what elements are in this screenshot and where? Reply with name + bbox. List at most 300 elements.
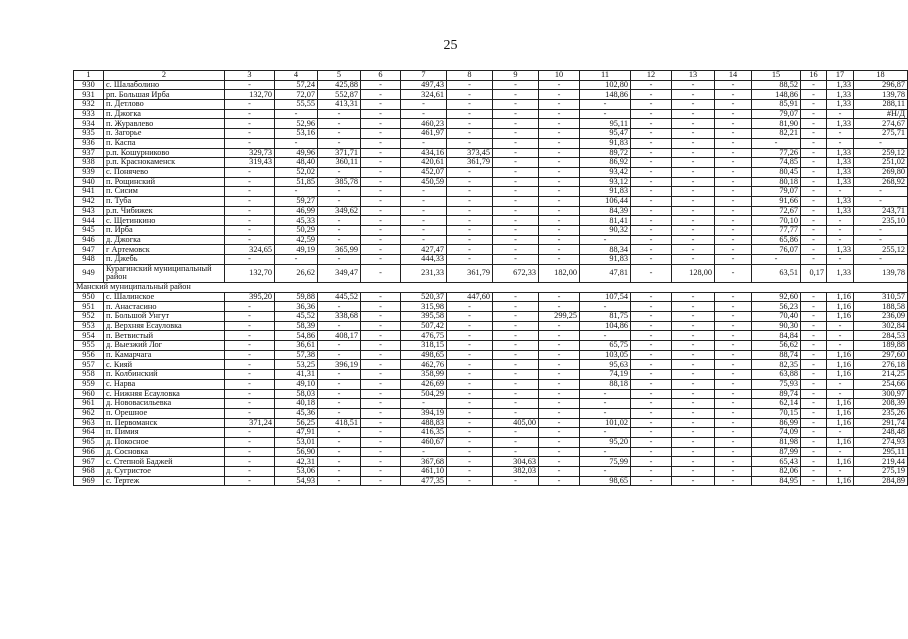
value-cell: -: [493, 255, 539, 265]
row-number-cell: 962: [74, 408, 104, 418]
value-cell: -: [447, 341, 493, 351]
value-cell: 139,78: [854, 264, 908, 282]
value-cell: 319,43: [225, 158, 275, 168]
value-cell: 46,99: [275, 206, 318, 216]
value-cell: -: [631, 255, 672, 265]
value-cell: -: [225, 457, 275, 467]
row-number-cell: 951: [74, 302, 104, 312]
value-cell: 1,33: [827, 119, 854, 129]
value-cell: 255,12: [854, 245, 908, 255]
value-cell: -: [447, 428, 493, 438]
value-cell: -: [715, 321, 752, 331]
value-cell: -: [447, 80, 493, 90]
value-cell: 1,16: [827, 360, 854, 370]
locality-name-cell: п. Анастасино: [104, 302, 225, 312]
row-number-cell: 938: [74, 158, 104, 168]
value-cell: -: [447, 216, 493, 226]
value-cell: 36,36: [275, 302, 318, 312]
value-cell: 395,20: [225, 292, 275, 302]
value-cell: -: [493, 90, 539, 100]
value-cell: -: [672, 379, 715, 389]
value-cell: 444,33: [401, 255, 447, 265]
value-cell: -: [225, 206, 275, 216]
value-cell: -: [715, 148, 752, 158]
value-cell: 74,85: [752, 158, 801, 168]
value-cell: -: [539, 109, 580, 119]
value-cell: 79,07: [752, 109, 801, 119]
value-cell: -: [493, 129, 539, 139]
value-cell: -: [801, 245, 827, 255]
value-cell: -: [539, 360, 580, 370]
row-number-cell: 933: [74, 109, 104, 119]
value-cell: -: [225, 312, 275, 322]
value-cell: -: [493, 341, 539, 351]
value-cell: 4: [275, 71, 318, 81]
value-cell: 70,15: [752, 408, 801, 418]
table-row: [74, 331, 908, 341]
value-cell: -: [672, 360, 715, 370]
value-cell: 274,67: [854, 119, 908, 129]
locality-name-cell: п. Сисим: [104, 187, 225, 197]
value-cell: -: [447, 167, 493, 177]
value-cell: 382,03: [493, 467, 539, 477]
value-cell: -: [539, 216, 580, 226]
value-cell: 65,43: [752, 457, 801, 467]
value-cell: -: [801, 167, 827, 177]
value-cell: 235,26: [854, 408, 908, 418]
value-cell: -: [493, 196, 539, 206]
value-cell: -: [539, 408, 580, 418]
value-cell: -: [447, 457, 493, 467]
value-cell: -: [631, 418, 672, 428]
row-number-cell: 1: [74, 71, 104, 81]
value-cell: -: [318, 196, 361, 206]
table-row: [74, 321, 908, 331]
value-cell: 47,91: [275, 428, 318, 438]
value-cell: 85,91: [752, 100, 801, 110]
value-cell: -: [801, 119, 827, 129]
value-cell: -: [631, 245, 672, 255]
value-cell: -: [801, 447, 827, 457]
value-cell: -: [539, 418, 580, 428]
value-cell: -: [631, 158, 672, 168]
value-cell: 139,78: [854, 90, 908, 100]
value-cell: -: [672, 408, 715, 418]
value-cell: -: [225, 119, 275, 129]
value-cell: 45,33: [275, 216, 318, 226]
value-cell: -: [801, 312, 827, 322]
value-cell: -: [318, 476, 361, 486]
value-cell: -: [631, 100, 672, 110]
value-cell: -: [493, 100, 539, 110]
value-cell: -: [539, 167, 580, 177]
value-cell: 74,09: [752, 428, 801, 438]
row-number-cell: 937: [74, 148, 104, 158]
value-cell: -: [361, 148, 401, 158]
table-row: [74, 119, 908, 129]
value-cell: 284,89: [854, 476, 908, 486]
locality-name-cell: с. Степной Баджей: [104, 457, 225, 467]
value-cell: -: [672, 187, 715, 197]
value-cell: -: [361, 109, 401, 119]
table-row: [74, 187, 908, 197]
value-cell: -: [539, 129, 580, 139]
value-cell: -: [631, 389, 672, 399]
value-cell: -: [801, 90, 827, 100]
value-cell: -: [801, 321, 827, 331]
value-cell: -: [672, 90, 715, 100]
value-cell: 1,33: [827, 196, 854, 206]
row-number-cell: 956: [74, 350, 104, 360]
value-cell: 132,70: [225, 90, 275, 100]
value-cell: -: [275, 109, 318, 119]
value-cell: 302,84: [854, 321, 908, 331]
value-cell: -: [447, 399, 493, 409]
value-cell: -: [631, 341, 672, 351]
value-cell: -: [672, 457, 715, 467]
value-cell: 42,31: [275, 457, 318, 467]
value-cell: 450,59: [401, 177, 447, 187]
value-cell: 81,98: [752, 437, 801, 447]
value-cell: 13: [672, 71, 715, 81]
value-cell: -: [631, 302, 672, 312]
value-cell: -: [672, 467, 715, 477]
value-cell: 106,44: [580, 196, 631, 206]
row-number-cell: 946: [74, 235, 104, 245]
table-row: [74, 109, 908, 119]
value-cell: 318,15: [401, 341, 447, 351]
locality-name-cell: п. Каспа: [104, 138, 225, 148]
value-cell: -: [715, 467, 752, 477]
value-cell: 41,31: [275, 370, 318, 380]
value-cell: -: [631, 138, 672, 148]
value-cell: 461,10: [401, 467, 447, 477]
value-cell: -: [715, 399, 752, 409]
value-cell: -: [631, 167, 672, 177]
value-cell: -: [854, 255, 908, 265]
row-number-cell: 943: [74, 206, 104, 216]
value-cell: 425,88: [318, 80, 361, 90]
value-cell: -: [361, 418, 401, 428]
value-cell: -: [715, 206, 752, 216]
value-cell: -: [539, 206, 580, 216]
value-cell: 75,99: [580, 457, 631, 467]
value-cell: -: [318, 302, 361, 312]
value-cell: 40,18: [275, 399, 318, 409]
value-cell: -: [361, 226, 401, 236]
row-number-cell: 957: [74, 360, 104, 370]
value-cell: -: [225, 235, 275, 245]
locality-name-cell: д. Верхняя Есауловка: [104, 321, 225, 331]
value-cell: -: [631, 264, 672, 282]
value-cell: 385,78: [318, 177, 361, 187]
value-cell: -: [854, 138, 908, 148]
value-cell: 93,12: [580, 177, 631, 187]
value-cell: -: [361, 167, 401, 177]
value-cell: -: [715, 158, 752, 168]
value-cell: -: [539, 226, 580, 236]
value-cell: -: [715, 476, 752, 486]
value-cell: 477,35: [401, 476, 447, 486]
value-cell: -: [493, 235, 539, 245]
value-cell: 6: [361, 71, 401, 81]
locality-name-cell: рп. Большая Ирба: [104, 90, 225, 100]
value-cell: -: [361, 100, 401, 110]
value-cell: -: [580, 302, 631, 312]
value-cell: 476,75: [401, 331, 447, 341]
value-cell: -: [447, 302, 493, 312]
value-cell: #Н/Д: [854, 109, 908, 119]
value-cell: 426,69: [401, 379, 447, 389]
value-cell: 51,85: [275, 177, 318, 187]
value-cell: -: [225, 360, 275, 370]
value-cell: -: [580, 109, 631, 119]
value-cell: 1,33: [827, 245, 854, 255]
value-cell: -: [447, 379, 493, 389]
page-number: 25: [443, 38, 458, 53]
value-cell: 54,86: [275, 331, 318, 341]
value-cell: -: [539, 476, 580, 486]
value-cell: 70,10: [752, 216, 801, 226]
locality-name-cell: с. Тертеж: [104, 476, 225, 486]
table-row: [74, 100, 908, 110]
value-cell: -: [801, 408, 827, 418]
table-row: [74, 196, 908, 206]
value-cell: -: [672, 196, 715, 206]
locality-name-cell: с. Щетинкино: [104, 216, 225, 226]
locality-name-cell: р.п. Чибижек: [104, 206, 225, 216]
value-cell: 0,17: [801, 264, 827, 282]
row-number-cell: 941: [74, 187, 104, 197]
value-cell: -: [539, 447, 580, 457]
value-cell: 189,88: [854, 341, 908, 351]
value-cell: -: [318, 235, 361, 245]
value-cell: -: [631, 370, 672, 380]
value-cell: -: [580, 100, 631, 110]
value-cell: -: [672, 129, 715, 139]
value-cell: -: [361, 158, 401, 168]
value-cell: -: [631, 187, 672, 197]
section-title: Манский муниципальный район: [74, 282, 908, 292]
value-cell: 89,72: [580, 148, 631, 158]
row-number-cell: 949: [74, 264, 104, 282]
value-cell: -: [801, 399, 827, 409]
value-cell: -: [631, 312, 672, 322]
value-cell: -: [401, 216, 447, 226]
value-cell: -: [493, 138, 539, 148]
value-cell: -: [361, 292, 401, 302]
value-cell: 1,16: [827, 457, 854, 467]
table-row: [74, 370, 908, 380]
value-cell: -: [801, 216, 827, 226]
value-cell: -: [801, 379, 827, 389]
value-cell: -: [225, 341, 275, 351]
value-cell: 268,92: [854, 177, 908, 187]
locality-name-cell: п. Камарчага: [104, 350, 225, 360]
value-cell: -: [225, 216, 275, 226]
value-cell: -: [493, 119, 539, 129]
value-cell: 291,74: [854, 418, 908, 428]
value-cell: 82,21: [752, 129, 801, 139]
locality-name-cell: п. Орешное: [104, 408, 225, 418]
value-cell: -: [447, 312, 493, 322]
value-cell: -: [447, 206, 493, 216]
value-cell: -: [801, 109, 827, 119]
value-cell: -: [225, 177, 275, 187]
value-cell: 295,11: [854, 447, 908, 457]
value-cell: 62,14: [752, 399, 801, 409]
locality-name-cell: д. Сосновка: [104, 447, 225, 457]
row-number-cell: 958: [74, 370, 104, 380]
value-cell: -: [539, 370, 580, 380]
value-cell: -: [827, 379, 854, 389]
value-cell: -: [318, 129, 361, 139]
value-cell: -: [827, 235, 854, 245]
value-cell: -: [539, 428, 580, 438]
value-cell: -: [493, 312, 539, 322]
table-row: [74, 437, 908, 447]
value-cell: 394,19: [401, 408, 447, 418]
table-row: [74, 360, 908, 370]
row-number-cell: 969: [74, 476, 104, 486]
row-number-cell: 964: [74, 428, 104, 438]
value-cell: 81,75: [580, 312, 631, 322]
locality-name-cell: п. Ветвистый: [104, 331, 225, 341]
table-row: [74, 302, 908, 312]
value-cell: -: [361, 119, 401, 129]
value-cell: -: [672, 312, 715, 322]
table-row: [74, 418, 908, 428]
value-cell: 452,07: [401, 167, 447, 177]
value-cell: 462,76: [401, 360, 447, 370]
value-cell: -: [631, 109, 672, 119]
value-cell: 72,67: [752, 206, 801, 216]
value-cell: 53,06: [275, 467, 318, 477]
value-cell: -: [631, 90, 672, 100]
value-cell: 65,86: [752, 235, 801, 245]
value-cell: 338,68: [318, 312, 361, 322]
value-cell: -: [318, 138, 361, 148]
table-body: [74, 71, 908, 486]
value-cell: -: [539, 100, 580, 110]
row-number-cell: 950: [74, 292, 104, 302]
value-cell: 98,65: [580, 476, 631, 486]
value-cell: -: [580, 389, 631, 399]
locality-name-cell: п. Колбинский: [104, 370, 225, 380]
table-row: [74, 379, 908, 389]
value-cell: -: [580, 428, 631, 438]
value-cell: 1,33: [827, 264, 854, 282]
value-cell: 91,83: [580, 187, 631, 197]
value-cell: 1,16: [827, 370, 854, 380]
value-cell: 84,84: [752, 331, 801, 341]
row-number-cell: 959: [74, 379, 104, 389]
value-cell: 460,67: [401, 437, 447, 447]
value-cell: -: [801, 389, 827, 399]
value-cell: -: [715, 187, 752, 197]
value-cell: 367,68: [401, 457, 447, 467]
value-cell: -: [801, 80, 827, 90]
value-cell: -: [225, 467, 275, 477]
value-cell: -: [631, 399, 672, 409]
value-cell: 14: [715, 71, 752, 81]
value-cell: 59,27: [275, 196, 318, 206]
value-cell: -: [447, 467, 493, 477]
locality-name-cell: р.п. Кошурниково: [104, 148, 225, 158]
value-cell: -: [539, 255, 580, 265]
value-cell: 42,59: [275, 235, 318, 245]
value-cell: 288,11: [854, 100, 908, 110]
value-cell: -: [493, 408, 539, 418]
value-cell: -: [539, 467, 580, 477]
value-cell: -: [672, 350, 715, 360]
value-cell: 45,36: [275, 408, 318, 418]
value-cell: 88,18: [580, 379, 631, 389]
value-cell: -: [361, 399, 401, 409]
value-cell: 52,02: [275, 167, 318, 177]
value-cell: -: [225, 80, 275, 90]
value-cell: -: [493, 370, 539, 380]
value-cell: 1,16: [827, 350, 854, 360]
table-row: [74, 264, 908, 282]
value-cell: 17: [827, 71, 854, 81]
value-cell: -: [401, 196, 447, 206]
value-cell: -: [715, 226, 752, 236]
value-cell: -: [715, 167, 752, 177]
value-cell: 324,65: [225, 245, 275, 255]
table-row: [74, 206, 908, 216]
value-cell: -: [447, 90, 493, 100]
value-cell: -: [318, 109, 361, 119]
value-cell: -: [225, 302, 275, 312]
value-cell: -: [715, 457, 752, 467]
value-cell: -: [715, 389, 752, 399]
table-row: [74, 389, 908, 399]
table-row: [74, 467, 908, 477]
locality-name-cell: д. Покосное: [104, 437, 225, 447]
locality-name-cell: г Артемовск: [104, 245, 225, 255]
value-cell: -: [539, 379, 580, 389]
row-number-cell: 940: [74, 177, 104, 187]
value-cell: -: [827, 109, 854, 119]
value-cell: -: [801, 476, 827, 486]
value-cell: -: [493, 158, 539, 168]
value-cell: -: [225, 437, 275, 447]
table-row: [74, 341, 908, 351]
value-cell: -: [715, 235, 752, 245]
value-cell: -: [672, 167, 715, 177]
row-number-cell: 954: [74, 331, 104, 341]
value-cell: 9: [493, 71, 539, 81]
value-cell: -: [672, 100, 715, 110]
value-cell: -: [672, 255, 715, 265]
value-cell: -: [447, 196, 493, 206]
value-cell: 84,95: [752, 476, 801, 486]
value-cell: -: [539, 437, 580, 447]
value-cell: 56,25: [275, 418, 318, 428]
value-cell: -: [493, 109, 539, 119]
value-cell: 3: [225, 71, 275, 81]
locality-name-cell: д. Сугристое: [104, 467, 225, 477]
value-cell: -: [631, 467, 672, 477]
row-number-cell: 948: [74, 255, 104, 265]
value-cell: 1,16: [827, 312, 854, 322]
value-cell: -: [715, 109, 752, 119]
value-cell: 103,05: [580, 350, 631, 360]
value-cell: 413,31: [318, 100, 361, 110]
row-number-cell: 965: [74, 437, 104, 447]
value-cell: 91,66: [752, 196, 801, 206]
